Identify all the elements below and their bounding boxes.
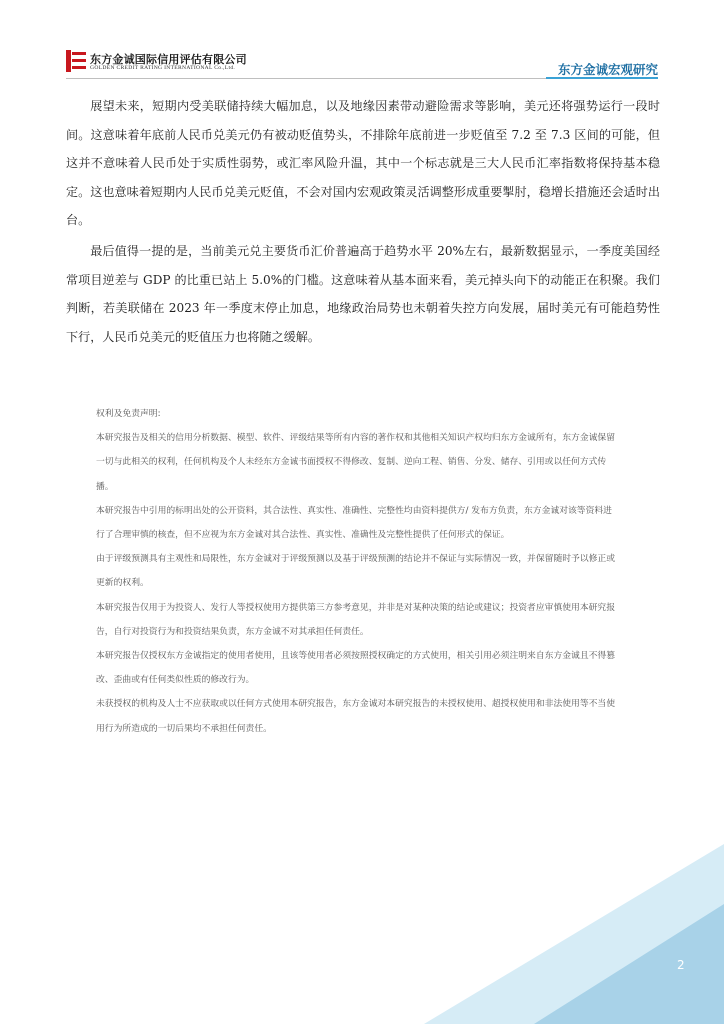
disclaimer-line: 本研究报告及相关的信用分析数据、模型、软件、评级结果等所有内容的著作权和其他相关知识产权均归东方金诚所有，东方金诚保留 bbox=[96, 433, 616, 444]
disclaimer-line: 本研究报告仅授权东方金诚指定的使用者使用，且该等使用者必须按照授权确定的方式使用，相关引用必须注明来自东方金诚且不得篡 bbox=[96, 651, 616, 662]
company-logo-icon bbox=[66, 50, 86, 72]
company-name-en: GOLDEN CREDIT RATING INTERNATIONAL Co.,Ltd. bbox=[90, 65, 236, 71]
company-name-cn: 东方金诚国际信用评估有限公司 bbox=[90, 53, 247, 66]
disclaimer-line: 行了合理审慎的核查，但不应视为东方金诚对其合法性、真实性、准确性及完整性提供了任何形式的保证。 bbox=[96, 530, 510, 541]
disclaimer-line: 一切与此相关的权利，任何机构及个人未经东方金诚书面授权不得修改、复制、逆向工程、销售、分发、储存、引用或以任何方式传 bbox=[96, 457, 607, 468]
disclaimer-line: 告，自行对投资行为和投资结果负责，东方金诚不对其承担任何责任。 bbox=[96, 626, 369, 637]
page-number: 2 bbox=[677, 958, 685, 972]
report-brand-title: 东方金诚宏观研究 bbox=[557, 62, 658, 77]
corner-decoration bbox=[424, 844, 724, 1024]
disclaimer-line: 改、歪曲或有任何类似性质的修改行为。 bbox=[96, 675, 255, 686]
disclaimer-heading: 权利及免责声明: bbox=[96, 409, 161, 419]
disclaimer-section bbox=[96, 402, 658, 741]
disclaimer-line: 用行为所造成的一切后果均不承担任何责任。 bbox=[96, 723, 272, 734]
disclaimer-line: 未获授权的机构及人士不应获取或以任何方式使用本研究报告，东方金诚对本研究报告的未授权使用、超授权使用和非法使用等不当使 bbox=[96, 699, 616, 710]
body-paragraph: 最后值得一提的是，当前美元兑主要货币汇价普遍高于趋势水平 20%左右，最新数据显示，一季度美国经常项目逆差与 GDP 的比重已站上 5.0%的门槛。这意味着从基本面来看，美元掉头向下的动能正在积聚。我们判断，若美联储在 2023 年一季度末停止加息，地缘政治局势也未朝着失控方向发展，届时美元有可能趋势性下行，人民币兑美元的贬值压力也将随之缓解。 bbox=[66, 243, 660, 344]
disclaimer-line: 本研究报告中引用的标明出处的公开资料，其合法性、真实性、准确性、完整性均由资料提供方/ 发布方负责，东方金诚对该等资料进 bbox=[96, 505, 612, 516]
disclaimer-line: 播。 bbox=[96, 481, 114, 492]
disclaimer-line: 更新的权利。 bbox=[96, 578, 149, 589]
header-divider-accent bbox=[546, 77, 658, 79]
disclaimer-line: 由于评级预测具有主观性和局限性，东方金诚对于评级预测以及基于评级预测的结论并不保证与实际情况一致，并保留随时予以修正或 bbox=[96, 554, 616, 565]
disclaimer-line: 本研究报告仅用于为投资人、发行人等授权使用方提供第三方参考意见，并非是对某种决策的结论或建议；投资者应审慎使用本研究报 bbox=[96, 602, 616, 613]
page-header bbox=[0, 0, 724, 84]
body-paragraph: 展望未来，短期内受美联储持续大幅加息，以及地缘因素带动避险需求等影响，美元还将强势运行一段时间。这意味着年底前人民币兑美元仍有被动贬值势头，不排除年底前进一步贬值至 7.2 至 7.3 区间的可能，但这并不意味着人民币处于实质性弱势，或汇率风险升温，其中一个标志就是三大人民币汇率指数将保持基本稳定。这也意味着短期内人民币兑美元贬值，不会对国内宏观政策灵活调整形成重要掣肘，稳增长措施还会适时出台。 bbox=[66, 99, 660, 228]
report-body bbox=[66, 92, 660, 353]
